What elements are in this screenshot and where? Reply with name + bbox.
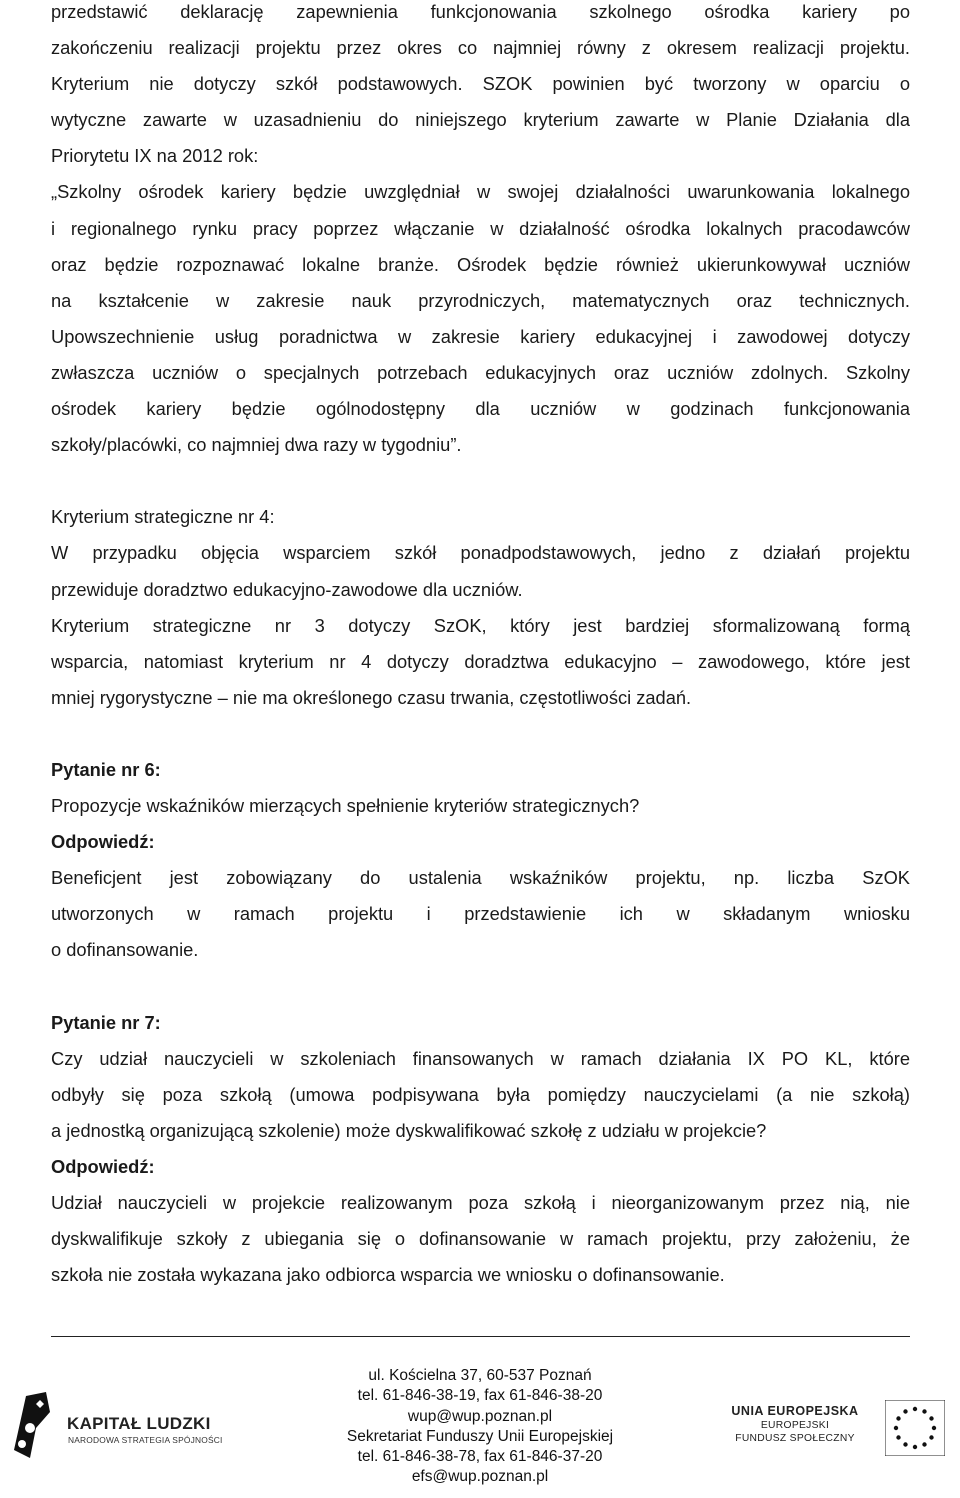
- text-line: [51, 325, 910, 361]
- line-text: Pytanie nr 6:: [51, 758, 161, 780]
- line-text: Odpowiedź:: [51, 1156, 155, 1177]
- text-line: [51, 794, 910, 830]
- eu-star-icon: [922, 1442, 926, 1446]
- line-text: W przypadku objęcia wsparciem szkół ponadpodstawowych, jedno z działań projektu: [51, 542, 910, 564]
- line-text: Propozycje wskaźników mierzących spełnienie kryteriów strategicznych?: [51, 795, 640, 817]
- line-text: mniej rygorystyczne – nie ma określonego czasu trwania, częstotliwości zadań.: [51, 686, 692, 708]
- eu-star-icon: [932, 1426, 936, 1430]
- line-text: zakończeniu realizacji projektu przez okres co najmniej równy z okresem realizacji projektu.: [51, 37, 910, 59]
- text-line: [51, 397, 910, 433]
- line-text: Czy udział nauczycieli w szkoleniach finansowanych w ramach działania IX PO KL, które: [51, 1047, 910, 1069]
- line-text: Beneficjent jest zobowiązany do ustalenia wskaźników projektu, np. liczba SzOK: [51, 867, 910, 889]
- line-text: Kryterium strategiczne nr 3 dotyczy SzOK, który jest bardziej sformalizowaną formą: [51, 614, 910, 636]
- line-text: Odpowiedź:: [51, 831, 155, 853]
- text-line: [51, 72, 910, 108]
- text-line: [51, 289, 910, 325]
- text-line: [51, 578, 910, 614]
- line-text: utworzonych w ramach projektu i przedstawienie ich w składanym wniosku: [51, 903, 910, 925]
- heading-line: [51, 1011, 910, 1047]
- line-text: Upowszechnienie usług poradnictwa w zakresie kariery edukacyjnej i zawodowej dotyczy: [51, 325, 910, 347]
- line-text: Priorytetu IX na 2012 rok:: [51, 145, 259, 167]
- eu-logo-line2: EUROPEJSKI: [760, 1420, 830, 1431]
- line-text: na kształcenie w zakresie nauk przyrodniczych, matematycznych oraz technicznych.: [51, 289, 910, 311]
- line-text: oraz będzie rozpoznawać lokalne branże. Ośrodek będzie również ukierunkowywał uczniów: [51, 253, 910, 275]
- line-text: o dofinansowanie.: [51, 939, 199, 961]
- text-line: [51, 541, 910, 577]
- eu-star-icon: [929, 1416, 933, 1420]
- line-text: wytyczne zawarte w uzasadnieniu do niniejszego kryterium zawarte w Planie Działania dla: [51, 109, 910, 131]
- text-line: [51, 938, 910, 974]
- line-text: ośrodek kariery będzie ogólnodostępny dla uczniów w godzinach funkcjonowania: [51, 398, 910, 420]
- eu-logo-text: [725, 1404, 865, 1444]
- heading-line: [51, 758, 910, 794]
- eu-star-icon: [896, 1435, 900, 1439]
- heading-line: [51, 830, 910, 866]
- text-line: [51, 686, 910, 722]
- text-line: [51, 1119, 910, 1155]
- text-line: [51, 36, 910, 72]
- footer-address: [240, 1366, 720, 1488]
- text-line: [51, 0, 910, 36]
- line-text: i regionalnego rynku pracy poprzez włączanie w działalność ośrodka lokalnych pracodawców: [51, 217, 910, 239]
- text-line: [51, 253, 910, 289]
- line-text: szkoły/placówki, co najmniej dwa razy w tygodniu”.: [51, 434, 462, 456]
- text-line: [51, 1263, 910, 1299]
- text-line: [51, 108, 910, 144]
- footer-address-line: tel. 61-846-38-78, fax 61-846-37-20: [357, 1448, 603, 1466]
- eu-logo-title: UNIA EUROPEJSKA: [731, 1404, 859, 1418]
- line-text: „Szkolny ośrodek kariery będzie uwzględniał w swojej działalności uwarunkowania lokalnego: [51, 181, 910, 203]
- text-line: [51, 1191, 910, 1227]
- eu-star-icon: [894, 1426, 898, 1430]
- footer-address-line: ul. Kościelna 37, 60-537 Poznań: [368, 1367, 592, 1384]
- eu-star-icon: [913, 1407, 917, 1411]
- text-line: [51, 505, 910, 541]
- eu-logo-line3: FUNDUSZ SPOŁECZNY: [735, 1433, 855, 1444]
- eu-star-icon: [903, 1442, 907, 1446]
- blank-line: [51, 469, 910, 505]
- line-text: przedstawić deklarację zapewnienia funkcjonowania szkolnego ośrodka kariery po: [51, 1, 910, 22]
- text-line: [51, 866, 910, 902]
- text-line: [51, 650, 910, 686]
- document-body: [51, 0, 910, 1299]
- text-line: [51, 180, 910, 216]
- eu-star-icon: [913, 1445, 917, 1449]
- line-text: zwłaszcza uczniów o specjalnych potrzebach edukacyjnych oraz uczniów zdolnych. Szkolny: [51, 361, 910, 383]
- text-line: [51, 1227, 910, 1263]
- line-text: dyskwalifikuje szkoły z ubiegania się o dofinansowanie w ramach projektu, przy założeniu, że: [51, 1228, 910, 1250]
- footer-address-line: Sekretariat Funduszy Unii Europejskiej: [346, 1427, 614, 1445]
- text-line: [51, 902, 910, 938]
- blank-line: [51, 975, 910, 1011]
- text-line: [51, 217, 910, 253]
- text-line: [51, 1083, 910, 1119]
- footer-address-line: tel. 61-846-38-19, fax 61-846-38-20: [357, 1387, 603, 1405]
- text-line: [51, 1047, 910, 1083]
- line-text: Pytanie nr 7:: [51, 1011, 161, 1033]
- line-text: przewiduje doradztwo edukacyjno-zawodowe dla uczniów.: [51, 578, 523, 600]
- eu-star-icon: [903, 1409, 907, 1413]
- eu-star-icon: [922, 1409, 926, 1413]
- line-text: a jednostką organizującą szkolenie) może dyskwalifikować szkołę z udziału w projekcie?: [51, 1119, 767, 1141]
- kapital-ludzki-title: KAPITAŁ LUDZKI: [67, 1414, 211, 1433]
- text-line: [51, 433, 910, 469]
- line-text: wsparcia, natomiast kryterium nr 4 dotyczy doradztwa edukacyjno – zawodowego, które jest: [51, 650, 910, 672]
- eu-flag-icon: [885, 1400, 945, 1456]
- text-line: [51, 614, 910, 650]
- line-text: Udział nauczycieli w projekcie realizowanym poza szkołą i nieorganizowanym przez nią, nie: [51, 1192, 910, 1214]
- footer-divider: [51, 1336, 910, 1337]
- line-text: Kryterium strategiczne nr 4:: [51, 506, 275, 528]
- eu-star-icon: [929, 1435, 933, 1439]
- footer-address-line: wup@wup.poznan.pl: [407, 1407, 553, 1425]
- text-line: [51, 361, 910, 397]
- text-line: [51, 144, 910, 180]
- kapital-ludzki-subtitle: NARODOWA STRATEGIA SPÓJNOŚCI: [68, 1435, 223, 1445]
- line-text: Kryterium nie dotyczy szkół podstawowych. SZOK powinien być tworzony w oparciu o: [51, 73, 910, 95]
- line-text: szkoła nie została wykazana jako odbiorca wsparcia we wniosku o dofinansowanie.: [51, 1264, 725, 1286]
- footer-address-line: efs@wup.poznan.pl: [411, 1468, 549, 1486]
- line-text: odbyły się poza szkołą (umowa podpisywana była pomiędzy nauczycielami (a nie szkołą): [51, 1083, 910, 1105]
- eu-star-icon: [896, 1416, 900, 1420]
- blank-line: [51, 722, 910, 758]
- heading-line: [51, 1155, 910, 1191]
